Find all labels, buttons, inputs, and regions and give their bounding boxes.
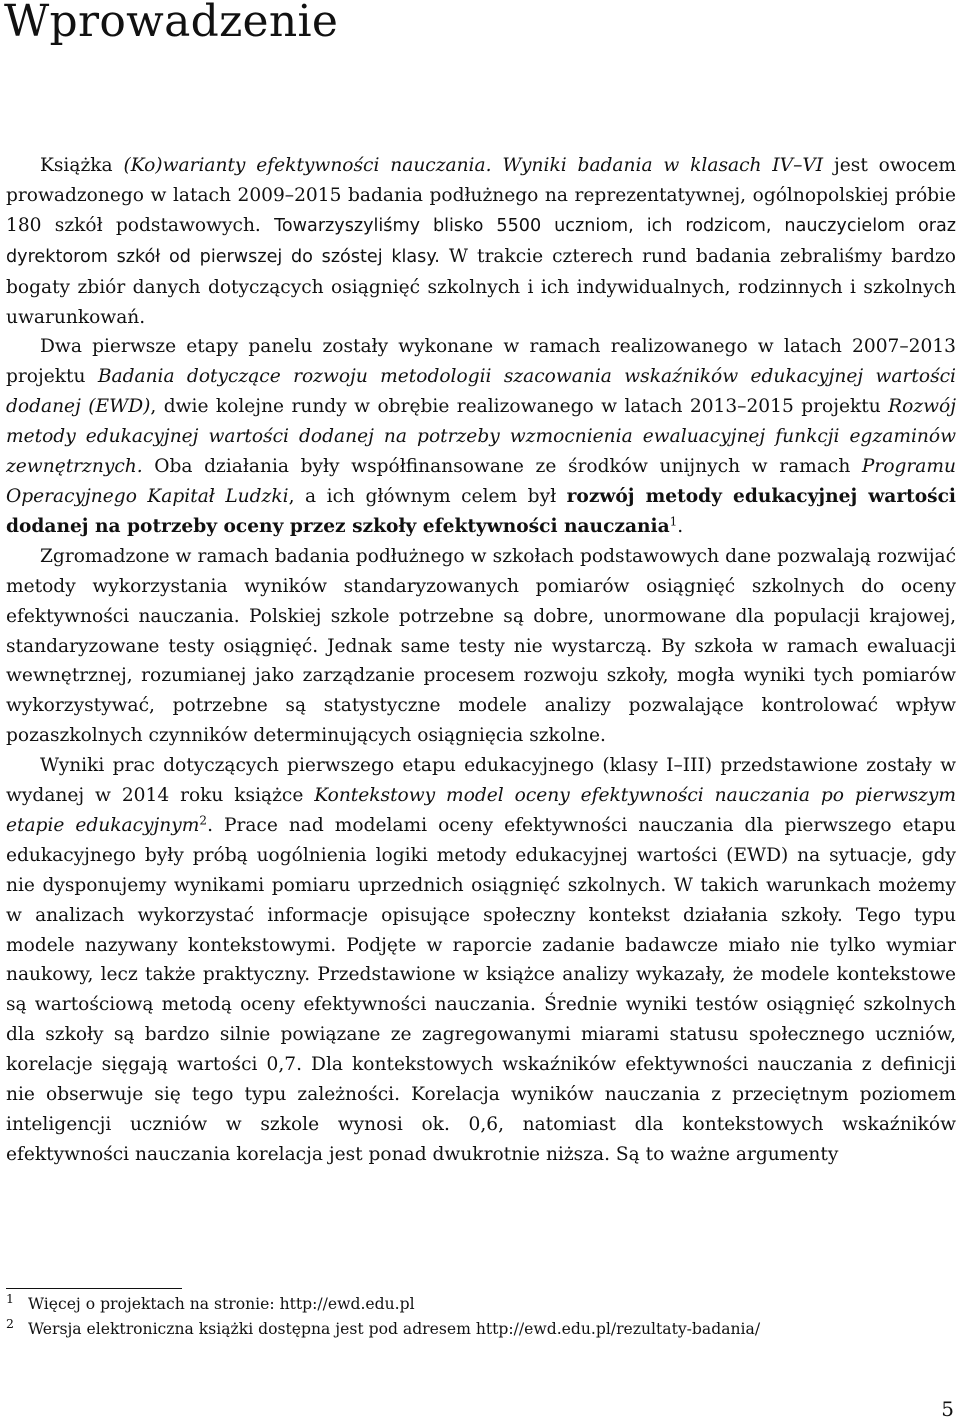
p2-text: , dwie kolejne rundy w obrębie realizowanego w latach 2013–2015 projektu: [150, 396, 889, 418]
p1-highlight-text: Towarzyszyliśmy blisko 5500 uczniom, ich rodzicom, nauczycielom oraz dyrektorom szkół od pierwszej do szóstej klasy.: [6, 215, 956, 267]
footnote-number: 2: [6, 1316, 14, 1331]
footnote-text: Wersja elektroniczna książki dostępna jest pod adresem http://ewd.edu.pl/rezultaty-badania/: [28, 1320, 761, 1338]
p4-text: . Prace nad modelami oceny efektywności nauczania dla pierwszego etapu edukacyjnego były próbą uogólnienia logiki metody edukacyjnej wartości (EWD) na sytuacje, gdy nie dysponujemy wynikami pomiaru uprzednich osiągnięć szkolnych. W takich warunkach możemy w analizach wykorzystać informacje opisujące społeczny kontekst działania szkoły. Tego typu modele nazywany kontekstowymi. Podjęte w raporcie zadanie badawcze miało nie tylko wymiar naukowy, lecz także praktyczny. Przedstawione w książce analizy wykazały, że modele kontekstowe są wartościową metodą oceny efektywności nauczania. Średnie wyniki testów osiągnięć szkolnych dla szkoły są bardzo silnie powiązane ze zagregowanymi miarami statusu społecznego uczniów, korelacje sięgają wartości 0,7. Dla kontekstowych wskaźników efektywności nauczania z definicji nie obserwuje się tego typu zależności. Korelacja wyników nauczania z przeciętnym poziomem inteligencji uczniów w szkole wynosi ok. 0,6, natomiast dla kontekstowych wskaźników efektywności nauczania korelacja jest ponad dwukrotnie niższa. Są to ważne argumenty: [6, 814, 956, 1165]
chapter-body: [6, 151, 956, 1170]
p1-text: W trakcie czterech rund badania zebraliśmy bardzo bogaty zbiór danych dotyczących osiągnięć szkolnych i ich indywidualnych, rodzinnych i szkolnych uwarunkowań.: [6, 245, 956, 328]
footnote-divider: [6, 1288, 182, 1289]
footnote-ref-1[interactable]: 1: [669, 514, 678, 529]
paragraph-3: Zgromadzone w ramach badania podłużnego w szkołach podstawowych dane pozwalają rozwijać metody wykorzystania wyników standaryzowanych pomiarów osiągnięć szkolnych do oceny efektywności nauczania. Polskiej szkole potrzebne są dobre, unormowane dla populacji krajowej, standaryzowane testy osiągnięć. Jednak same testy nie wystarczą. By szkoła w ramach ewaluacji wewnętrznej, rozumianej jako zarządzanie procesem rozwoju szkoły, mogła wyniki tych pomiarów wykorzystywać, potrzebne są statystyczne modele analizy pozwalające kontrolować wpływ pozaszkolnych czynników determinujących osiągnięcia szkolne.: [6, 545, 956, 747]
book-title-2: Kontekstowy model oceny efektywności nauczania po pierwszym etapie edukacyjnym: [6, 785, 956, 836]
project-title-2: Rozwój metody edukacyjnej wartości dodanej na potrzeby wzmocnienia ewaluacyjnej funkcji egzaminów zewnętrznych.: [6, 396, 956, 478]
project-title-1: Badania dotyczące rozwoju metodologii szacowania wskaźników edukacyjnej wartości dodanej (EWD): [6, 366, 956, 418]
book-title: (Ko)warianty efektywności nauczania. Wyniki badania w klasach IV–VI: [123, 155, 824, 176]
p1-text: Książka: [40, 155, 124, 176]
p2-text: , a ich głównym celem był: [288, 485, 567, 507]
p4-text: Wyniki prac dotyczących pierwszego etapu edukacyjnego (klasy I–III) przedstawione zostały w wydanej w 2014 roku książce: [6, 755, 956, 807]
program-name: Programu Operacyjnego Kapitał Ludzki: [6, 456, 956, 507]
footnotes: [6, 1292, 956, 1342]
p2-text: .: [677, 515, 684, 537]
footnote-ref-2[interactable]: 2: [199, 813, 208, 828]
footnote-2: [6, 1317, 956, 1342]
footnote-number: 1: [6, 1291, 14, 1306]
paragraph-1: [6, 151, 956, 332]
paragraph-4: [6, 751, 956, 1170]
project-goal: rozwój metody edukacyjnej wartości dodanej na potrzeby oceny przez szkoły efektywności nauczania: [6, 485, 956, 537]
paragraph-2: [6, 332, 956, 541]
chapter-title: Wprowadzenie: [4, 0, 339, 47]
p2-text: Dwa pierwsze etapy panelu zostały wykonane w ramach realizowanego w latach 2007–2013 projektu: [6, 336, 956, 388]
p2-text: Oba działania były współfinansowane ze środków unijnych w ramach: [142, 456, 862, 478]
footnote-text: Więcej o projektach na stronie: http://ewd.edu.pl: [28, 1295, 415, 1313]
footnote-1: [6, 1292, 956, 1317]
page-number: 5: [941, 1397, 954, 1421]
p1-text: jest owocem prowadzonego w latach 2009–2015 badania podłużnego na reprezentatywnej, ogólnopolskiej próbie 180 szkół podstawowych.: [6, 155, 956, 236]
